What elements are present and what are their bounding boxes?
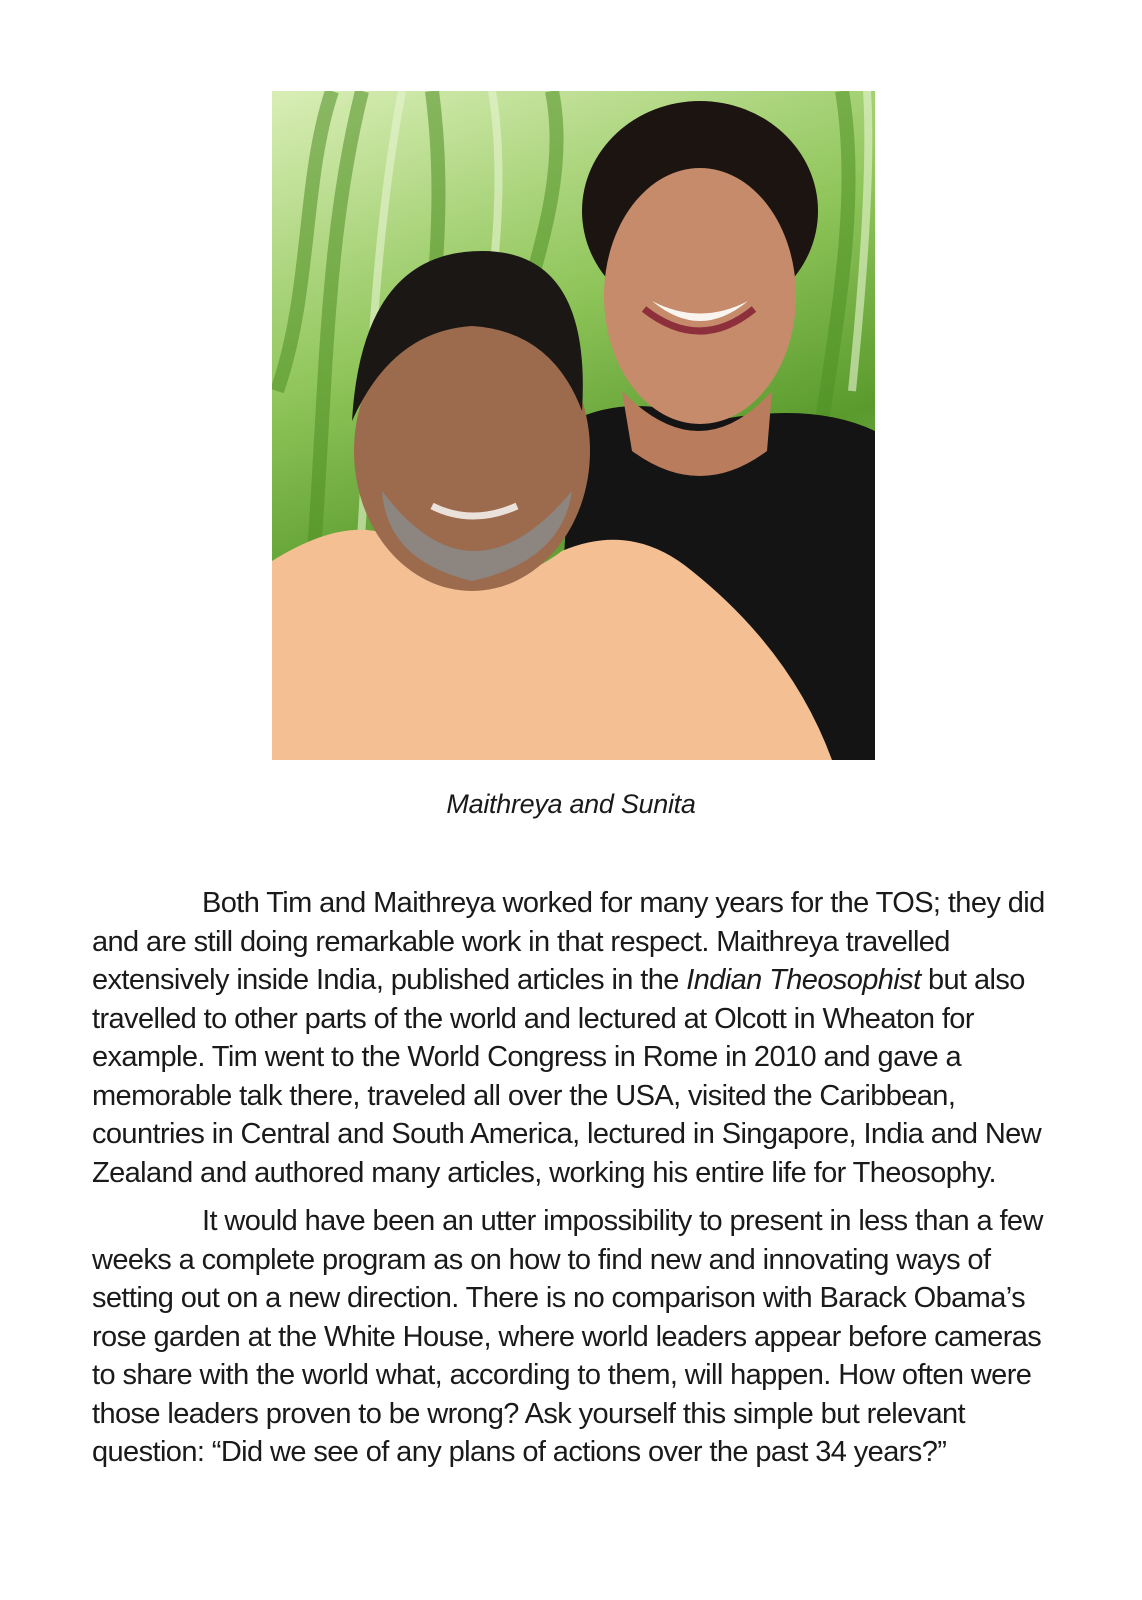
photo-caption: Maithreya and Sunita <box>446 789 696 819</box>
paragraph-2: It would have been an utter impossibility to present in less than a few weeks a complete program as on how to find new and innovating ways of setting out on a new direction. There is no comparison with Barack Obama’s rose garden at the White House, where world leaders appear before cameras to share with the world what, according to them, will happen. How often were those leaders proven to be wrong? Ask yourself this simple but relevant question: “Did we see of any plans of actions over the past 34 years?” <box>92 1205 1043 1468</box>
portrait-photo-icon <box>272 91 875 760</box>
portrait-photo <box>272 91 875 760</box>
italic-title: Indian Theosophist <box>686 964 921 996</box>
paragraph-1: Both Tim and Maithreya worked for many years for the TOS; they did and are still doing remarkable work in that respect. Maithreya travelled extensively inside India, published articles in the Indian Theosophist but also travelled to other parts of the world and lectured at Olcott in Wheaton for example. Tim went to the World Congress in Rome in 2010 and gave a memorable talk there, traveled all over the USA, visited the Caribbean, countries in Central and South America, lectured in Singapore, India and New Zealand and authored many articles, working his entire life for Theosophy. <box>92 887 1045 1189</box>
body-text <box>92 884 1052 1482</box>
